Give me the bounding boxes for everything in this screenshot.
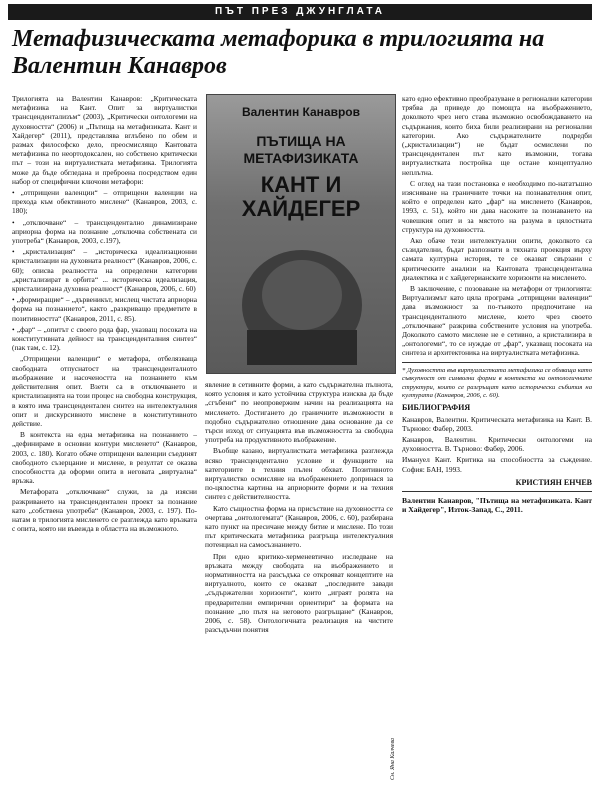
photo-credit: Сн. Яна Калчева: [390, 737, 396, 780]
cover-author: Валентин Канавров: [241, 105, 361, 119]
paragraph: Трилогията на Валентин Канавров: „Критическата метафизика на Кант. Опит за виртуалистки трансцендентализъм“ (2003), „Критически онтологеми на духовността“ (2006) и „Пътища на метафизиката. Кант и Хайдегер“ (2011), представлява вглъбено по обем и размах философско дело, преосмислящо Кантовата метафизика по неортодоксален, но собствено критически път – този на виртуалистката метафизика. Трилогията може да бъде обгледана и преброена посредством един набор от специфични ключови метафори:: [12, 94, 197, 186]
cover-big-line1: КАНТ И: [260, 172, 342, 197]
paragraph: Метафората „отключване“ служи, за да изясни разкриването на трансцендентален проект за познание като „собствена употреба“ (Канавров, 2003, с. 197). По-натам в трилогията мисленето се разглежда като връзката с опита, която ни въвежда в областта на възможното.: [12, 487, 197, 534]
article-title: Метафизическата метафорика в трилогията на Валентин Канавров: [12, 26, 545, 79]
cover-title: [213, 133, 389, 167]
paragraph: Като същностна форма на присъствие на духовността се очертава „онтологемата“ (Канавров, 2006, с. 60), разбирана като пункт на пресичане между битие и мислене. По този път критическата метафизика разгръща интелектуалния потенциал на самосъзнанието.: [205, 503, 393, 550]
section-rubric: ПЪТ ПРЕЗ ДЖУНГЛАТА: [8, 4, 592, 20]
list-item: • „формиращие“ – „дървеникът, мислещ чистата априорна форма на познанието“, както „разкриващо предметите в позитивността“ (Канавров, 2011, с. 85).: [12, 295, 197, 323]
column-left: [12, 94, 197, 794]
column-middle: [205, 380, 393, 790]
paragraph: „Отприщени валенции“ е метафора, отбелязваща свободната отпуснатост на трансценденталното въображение и насочеността на познанието към действителния опит. Взети са в отключването и кристализацията на този процес на свободна конструкция, в която има трансцендентален синтез на интелектуалния опит и дискурсивното мислене в конститутивното действие.: [12, 354, 197, 428]
divider: [402, 491, 592, 492]
cover-big-line2: ХАЙДЕГЕР: [241, 196, 361, 221]
bibliography-item: Канавров, Валентин. Критически онтологеми на духовността. В. Търново: Фабер, 2006.: [402, 434, 592, 454]
paragraph: В контекста на една метафизика на познанието – „дефинираме в основни контури мисленето“ (Канавров, 2003, с. 180). Когато обаче отприщени валенции съединят свободното съзерцание и мислене, в резултат се оказва способността да оформи опита в неговата „виртуална“ връзка.: [12, 430, 197, 486]
list-item: • „фар“ – „опитът с своего рода фар, указващ посоката на конститутивната дейност на трансценденталния синтез“ (пак там, с. 12).: [12, 324, 197, 353]
list-item: • „отключване“ – трансцендентално динамизиране априорна форма на познание „отключва собствената си употреба“ (Канавров, 2003, с.197),: [12, 217, 197, 246]
paragraph: В заключение, с позоваване на метафори от трилогията: Виртуализмът като цяла програма „отприщени валенции“ дава възможност за по-тънкото предпочитане на трансценденталното мислене, което чрез своето „отключване“ разкрива собствените условия на употреба. Доколкото самото мислене не е сетивно, а кристализира в „онтологеми“, то се нуждае от „фар“, указващ посоката на синтеза и архитектоника на виртуалистката метафизика.: [402, 284, 592, 358]
cover-big-title: [213, 173, 389, 221]
footnote: * Духовността във виртуалистката метафизика се обхваща като съвкупност от символни форми в контекста на онтологичните структури, които се разгръщат като исторически събития на културата (Канавров, 2006, с. 60).: [402, 366, 592, 399]
bibliography-heading: БИБЛИОГРАФИЯ: [402, 403, 471, 413]
paragraph: Въобще казано, виртуалистката метафизика разглежда всяко трансцендентално условие и функциите на категориите в техния пълен обхват. Позитивното виртуалистко осмисляне на въображението допринася за по-цялостна картина на априорните форми и на техния синтез с действителността.: [205, 446, 393, 502]
author-signature: КРИСТИЯН ЕНЧЕВ: [515, 477, 592, 487]
cover-title-line2: МЕТАФИЗИКАТА: [243, 150, 359, 166]
cover-title-line1: ПЪТИЩА НА: [256, 133, 346, 149]
book-reference: Валентин Канавров, "Пътища на метафизиката. Кант и Хайдегер", Изток-Запад, С., 2011.: [402, 495, 592, 515]
column-right: [402, 94, 592, 794]
bibliography-item: Канавров, Валентин. Критическата метафизика на Кант. В. Търново: Фабер, 2003.: [402, 414, 592, 433]
cover-figure-icon: [227, 235, 377, 365]
book-cover-image: [206, 94, 396, 374]
list-item: • „отприщени валенции“ – отприщени валенции на прехода към обективното мислене“ (Канавров, 2003, с. 180);: [12, 188, 197, 216]
bibliography-item: Имануел Кант. Критика на способността за съждение. София: БАН, 1993.: [402, 455, 592, 474]
paragraph: С оглед на тази постановка е необходимо по-нататъшно изясняване на граничните точки на познавателния опит, който е определен като „фар“ на мисленето (Канавров, 1993, с. 51), който ни дава насоките за познаването на човешкия опит и за мястото на разума в цялостната структура на духовността.: [402, 178, 592, 234]
paragraph: Ако обаче тези интелектуални опити, доколкото са съзидателни, бъдат разпознати в тяхната проекция върху самата културна история, те се оказват свързани с критическите анализи на Кантовата трансцендентална диалектика и с хайдегерианските хоризонти на мисленето.: [402, 236, 592, 282]
paragraph: явление в сетивните форми, а като съдържателна пълнота, която условия и като устойчива структура изисква да бъде „сгъбени“ по неопровержим начин на реализацията на мисленето. Достигането до граничните възможности в подобно съдържателно отношение дава основание да се търси изход от ситуацията във възможността за свободна употреба на продуктивното въображение.: [205, 380, 393, 445]
divider: [402, 362, 592, 363]
paragraph: При едно критико-херменевтично изследване на връзката между свободата на въображението и нормативността на разсъдъка се открояват концептите на виртуалното, които се оказват „последните завади „съдържателни хоризонти“, които „играят ролята на предварителни емпирични ориентири“ за формата на познание „по пътя на неговото разгръщане“ (Канавров, 2006, с. 58). Онтологичната реализация на чистите разсъдъчни понятия: [205, 551, 393, 635]
paragraph: като едно ефективно преобразуване в регионални категории трябва да приведе до помощта на въображението, доколкото чрез него става възможно освобождаването на съдържания, които биха били реализирани на регионални категории. Ако съдържателните подредби („кристализации“) не бъдат осмислени по трансцендентален път като възможни, тогава виртуалистката постройка ще остане концептуално неплътна.: [402, 94, 592, 177]
list-item: • „кристализация“ – „историческа идеализационни кристализации на духовната реалност“ (Канавров, 2006, с. 60); описва реалността на определени категории „кристализират в орбита“ ... историческа идеализация, кристализирана духовна реалност“ (Канавров, 2006, с. 60): [12, 247, 197, 294]
